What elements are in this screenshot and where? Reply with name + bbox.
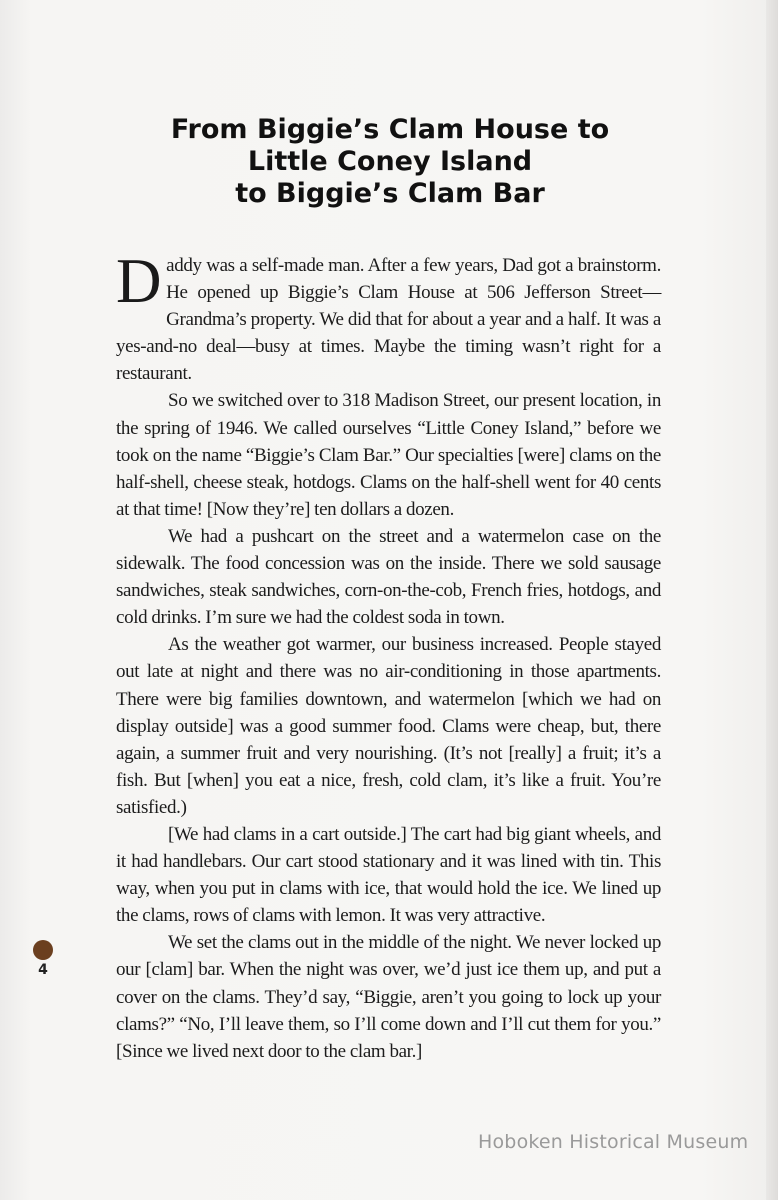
chapter-title: [60, 114, 720, 210]
paragraph-1-text: addy was a self-made man. After a few years, Dad got a brainstorm. He opened up Biggie’s Clam House at 506 Jefferson Street—Grandma’s property. We did that for about a year and a half. It was a yes-and-no deal—busy at times. Maybe the timing wasn’t right for a restaurant.: [116, 255, 661, 385]
page-number: 4: [38, 962, 48, 978]
paragraph-5: [We had clams in a cart outside.] The cart had big giant wheels, and it had handlebars. Our cart stood stationary and it was lined with tin. This way, when you put in clams with ice, that would hold the ice. We lined up the clams, rows of clams with lemon. It was very attractive.: [116, 823, 661, 927]
paragraph-6: We set the clams out in the middle of the night. We never locked up our [clam] bar. When the night was over, we’d just ice them up, and put a cover on the clams. They’d say, “Biggie, aren’t you going to lock up your clams?” “No, I’ll leave them, so I’ll come down and I’ll cut them for you.” [Since we lived next door to the clam bar.]: [116, 932, 661, 1062]
page-marker-dot-icon: [33, 940, 53, 960]
paragraph-2: So we switched over to 318 Madison Street, our present location, in the spring of 1946. We called ourselves “Little Coney Island,” before we took on the name “Biggie’s Clam Bar.” Our specialties [were] clams on the half-shell, cheese steak, hotdogs. Clams on the half-shell went for 40 cents at that time! [Now they’re] ten dollars a dozen.: [116, 390, 661, 520]
watermark: Hoboken Historical Museum: [478, 1131, 749, 1153]
page-spine-shadow: [766, 0, 778, 1200]
chapter-title-line-2: Little Coney Island: [247, 146, 533, 177]
paragraph-3: We had a pushcart on the street and a watermelon case on the sidewalk. The food concession was on the inside. There we sold sausage sandwiches, steak sandwiches, corn-on-the-cob, French fries, hotdogs, and cold drinks. I’m sure we had the coldest soda in town.: [116, 525, 661, 629]
paragraph-4: As the weather got warmer, our business increased. People stayed out late at night and there was no air-conditioning in those apartments. There were big families downtown, and watermelon [which we had on display outside] was a good summer food. Clams were cheap, but, there again, a summer fruit and very nourishing. (It’s not [really] a fruit; it’s a fish. But [when] you eat a nice, fresh, cold clam, it’s like a fruit. You’re satisfied.): [116, 634, 661, 818]
drop-cap: D: [116, 246, 162, 316]
body-text: [116, 246, 661, 1065]
chapter-title-line-1: From Biggie’s Clam House to: [170, 114, 610, 145]
chapter-title-line-3: to Biggie’s Clam Bar: [235, 178, 545, 209]
paragraph-1: [116, 246, 661, 387]
